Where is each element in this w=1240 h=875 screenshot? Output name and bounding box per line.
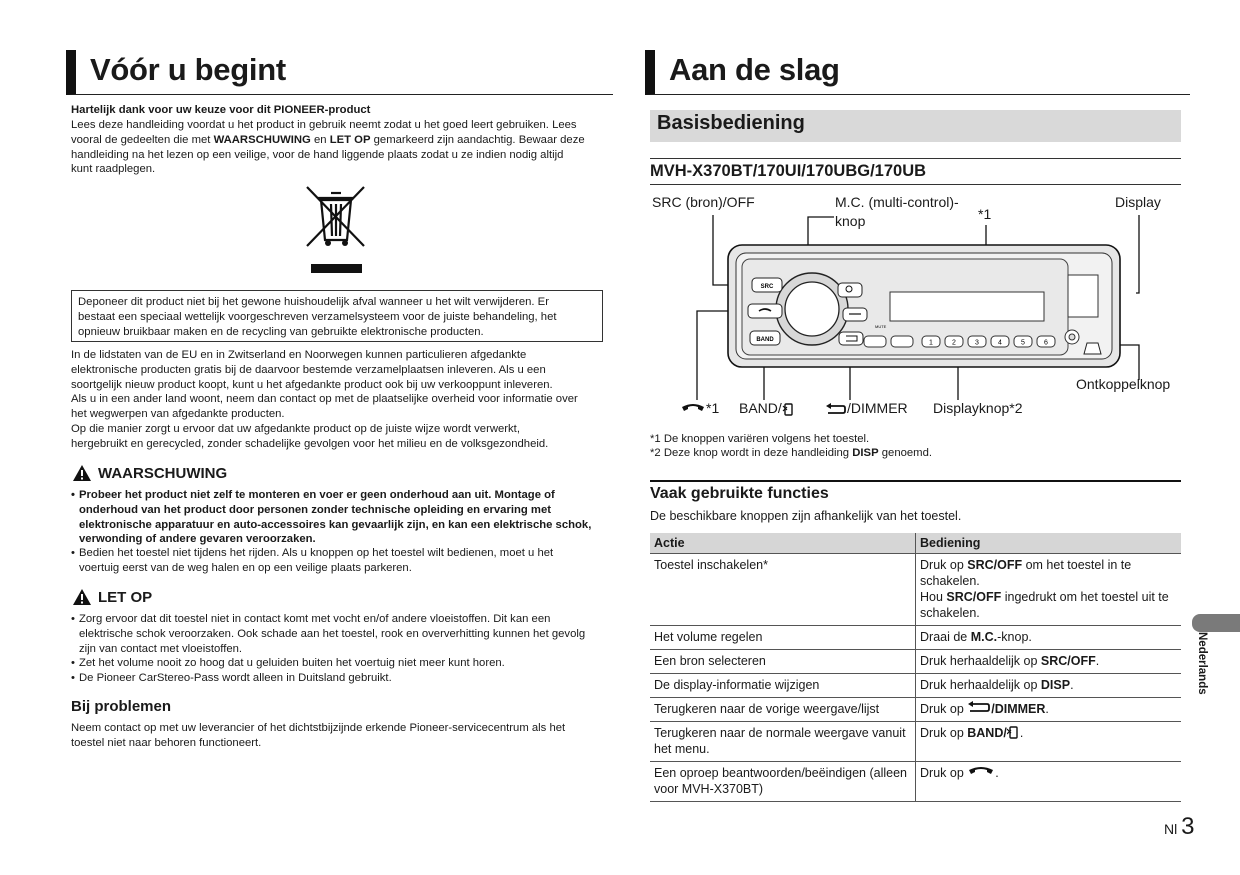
right-heading <box>645 50 1190 95</box>
warning-item: • Probeer het product niet zelf te monteren en voer er geen onderhoud aan uit. Montage of onderhoud van het product door personen zonder technische opleiding en ervaring met elektronische apparatuur en auto-accessoires kan gevaarlijk zijn, en kan een elektrische schok, verwonding of andere gevaren veroorzaken. <box>71 488 611 547</box>
left-heading <box>66 50 613 95</box>
label-star1: *1 <box>978 206 992 222</box>
device-search-button <box>838 283 862 297</box>
device-preset-label: 6 <box>1044 339 1048 347</box>
disposal-notice-box: Deponeer dit product niet bij het gewone huishoudelijk afval wanneer u het wilt verwijderen. Er bestaat een speciaal wettelijk voorgeschreven verzamelsysteem voor de juiste behandeling, het opnieuw bruikbaar maken en de recycling van gebruikte elektronische producten. <box>71 290 603 342</box>
crossed-bin-icon <box>304 184 368 276</box>
device-preset-label: 4 <box>998 339 1002 347</box>
phone-icon <box>680 403 706 415</box>
table-row <box>650 554 1181 626</box>
label-src: SRC (bron)/OFF <box>652 194 755 210</box>
device-band-text: BAND <box>756 337 774 343</box>
table-row <box>650 674 1181 698</box>
freq-intro: De beschikbare knoppen zijn afhankelijk van het toestel. <box>650 509 962 523</box>
label-mc: M.C. (multi-control)- knop <box>835 194 959 229</box>
device-preset-label: 5 <box>1021 339 1025 347</box>
table-cell-action: Een bron selecteren <box>650 650 916 674</box>
device-detach-button <box>1084 343 1101 354</box>
back-icon <box>967 701 991 714</box>
device-preset-label: 3 <box>975 339 979 347</box>
caution-item: • Zorg ervoor dat dit toestel niet in contact komt met vocht en/of andere vloeistoffen. Dit kan een elektrische schok veroorzaken. Ook schade aan het toestel, rook en oververhitting kunnen het gevolg zijn van contact met vloeistoffen. <box>71 612 611 656</box>
table-cell-action: Terugkeren naar de vorige weergave/lijst <box>650 698 916 722</box>
warning-heading: WAARSCHUWING <box>72 464 227 482</box>
table-cell-action: Toestel inschakelen* <box>650 554 916 626</box>
label-display: Display <box>1115 194 1161 210</box>
table-row <box>650 626 1181 650</box>
problems-text: Neem contact op met uw leverancier of het dichtstbijzijnde erkende Pioneer-servicecentrum als het toestel niet naar behoren functioneert. <box>71 722 566 749</box>
footnote-2: *2 Deze knop wordt in deze handleiding DISP genoemd. <box>650 447 932 459</box>
caution-item: • Zet het volume nooit zo hoog dat u geluiden buiten het voertuig niet meer kunt horen. <box>71 656 611 671</box>
thanks-title: Hartelijk dank voor uw keuze voor dit PIONEER-product <box>71 104 371 116</box>
table-cell-operation: Druk op SRC/OFF om het toestel in te schakelen. Hou SRC/OFF ingedrukt om het toestel uit te schakelen. <box>916 554 1182 626</box>
label-band: BAND/ <box>739 399 796 418</box>
device-preset-label: 1 <box>929 339 933 347</box>
warning-triangle-icon <box>72 464 92 482</box>
device-src-text: SRC <box>760 284 774 290</box>
problems-heading: Bij problemen <box>71 698 172 715</box>
language-tab <box>1192 614 1240 632</box>
bluetooth-phone-icon <box>1007 725 1020 739</box>
label-phone: *1 <box>680 399 719 418</box>
caution-item: • De Pioneer CarStereo-Pass wordt alleen in Duitsland gebruikt. <box>71 671 611 686</box>
label-dimmer: /DIMMER <box>825 399 908 418</box>
functions-table <box>650 533 1181 802</box>
table-row <box>650 650 1181 674</box>
phone-icon <box>967 766 995 778</box>
freq-heading: Vaak gebruikte functies <box>650 485 829 502</box>
eu-disposal-text: In de lidstaten van de EU en in Zwitserland en Noorwegen kunnen particulieren afgedankte elektronische producten gratis bij de daarvoor bestemde verzamelplaatsen inleveren. Als u een soortgelijk nieuw product koopt, kunt u het afgedankte product ook bij uw verkooppunt inleveren. Als u in een ander land woont, neem dan contact op met de plaatselijke overheid voor informatie over het wegwerpen van afgedankte producten. Op die manier zorgt u ervoor dat uw afgedankte product op de juiste wijze wordt verwerkt, hergebruikt en gerecycled, zonder schadelijke gevolgen voor het milieu en de volksgezondheid. <box>71 349 578 450</box>
table-row <box>650 698 1181 722</box>
device-preset-label: 2 <box>952 339 956 347</box>
model-heading: MVH-X370BT/170UI/170UBG/170UB <box>650 158 1181 185</box>
table-cell-operation: Druk op BAND/ . <box>916 722 1182 762</box>
label-detach: Ontkoppelknop <box>1076 376 1171 392</box>
caution-heading: LET OP <box>72 588 152 606</box>
footnote-1: *1 De knoppen variëren volgens het toestel. <box>650 433 870 445</box>
device-prev-button <box>864 336 886 347</box>
language-tab-label: Nederlands <box>1196 632 1208 695</box>
table-cell-operation: Druk herhaaldelijk op DISP. <box>916 674 1182 698</box>
page-number: Nl 3 <box>1164 813 1195 840</box>
caution-triangle-icon <box>72 588 92 606</box>
table-header-action: Actie <box>650 533 916 554</box>
table-cell-action: Een oproep beantwoorden/beëindigen (alleen voor MVH-X370BT) <box>650 762 916 802</box>
warning-list-2 <box>71 546 611 576</box>
table-cell-action: Het volume regelen <box>650 626 916 650</box>
label-disp: Displayknop*2 <box>933 400 1023 416</box>
device-display-window <box>890 292 1044 321</box>
table-cell-operation: Druk op . <box>916 762 1182 802</box>
device-phone-button <box>748 304 782 318</box>
warning-list <box>71 488 611 547</box>
right-heading-text: Aan de slag <box>669 52 840 87</box>
table-cell-action: Terugkeren naar de normale weergave vanuit het menu. <box>650 722 916 762</box>
device-usb-slot <box>1068 275 1098 317</box>
table-cell-operation: Draai de M.C.-knop. <box>916 626 1182 650</box>
table-row <box>650 722 1181 762</box>
device-mute-text: MUTE <box>875 324 887 329</box>
table-header-operation: Bediening <box>916 533 1182 554</box>
left-heading-text: Vóór u begint <box>90 52 286 87</box>
section-basisbediening: Basisbediening <box>650 110 1181 142</box>
device-back-button <box>839 332 863 345</box>
freq-heading-rule <box>650 480 1181 482</box>
table-cell-action: De display-informatie wijzigen <box>650 674 916 698</box>
warning-item: • Bedien het toestel niet tijdens het rijden. Als u knoppen op het toestel wilt bedienen, moet u het voertuig eerst van de weg halen en op een veilige plaats parkeren. <box>71 546 611 576</box>
device-next-button <box>891 336 913 347</box>
table-cell-operation: Druk op /DIMMER. <box>916 698 1182 722</box>
head-unit-diagram <box>650 205 1181 405</box>
caution-list <box>71 612 611 686</box>
table-cell-operation: Druk herhaaldelijk op SRC/OFF. <box>916 650 1182 674</box>
table-row <box>650 762 1181 802</box>
intro-text: Lees deze handleiding voordat u het product in gebruik neemt zodat u het goed leert gebruiken. Lees vooral de gedeelten die met WAARSCHUWING en LET OP gemarkeerd zijn aandachtig. Bewaar deze handleiding na het lezen op een veilige, voor de hand liggende plaats zodat u ze indien nodig altijd kunt raadplegen. <box>71 119 585 176</box>
